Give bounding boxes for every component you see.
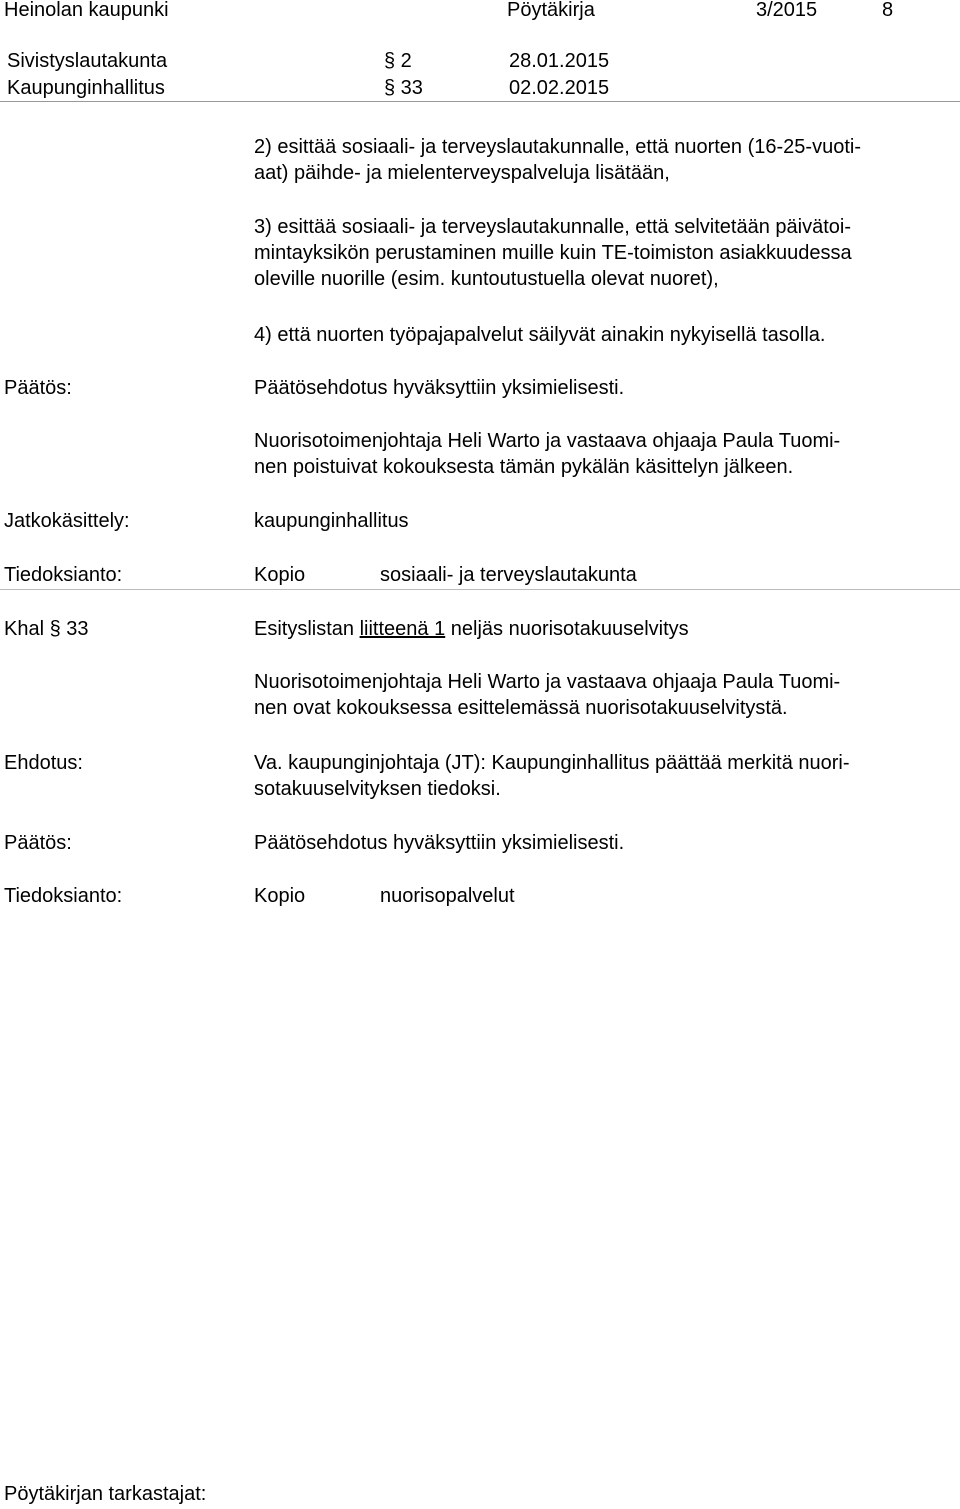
document-type: Pöytäkirja xyxy=(507,0,595,21)
meeting-body-2: Kaupunginhallitus xyxy=(7,77,165,99)
decision-text: Päätösehdotus hyväksyttiin yksimielisesti. xyxy=(254,377,625,399)
notification-label-1: Tiedoksianto: xyxy=(4,564,123,586)
notification-kind-2: Kopio xyxy=(254,885,306,907)
attachment-line xyxy=(254,616,954,642)
item-2: 2) esittää sosiaali- ja terveyslautakunnalle, että nuorten (16-25-vuoti- aat) päihde- ja mielenterveyspalveluja lisätään, xyxy=(254,136,861,184)
note-paragraph-1: Nuorisotoimenjohtaja Heli Warto ja vastaava ohjaaja Paula Tuomi- nen poistuivat kokouksesta tämän pykälän käsittelyn jälkeen. xyxy=(254,430,841,478)
section-number-2: § 33 xyxy=(384,77,423,99)
attachment-text-before: Esityslistan xyxy=(254,618,360,640)
section-number-1: § 2 xyxy=(384,50,412,72)
document-number: 3/2015 xyxy=(756,0,818,21)
item-3: 3) esittää sosiaali- ja terveyslautakunnalle, että selvitetään päivätoi- mintayksikön perustaminen muille kuin TE-toimiston asiakkuudessa oleville nuorille (esim. kuntoutustuella olevat nuoret), xyxy=(254,216,852,290)
notification-recipient-2: nuorisopalvelut xyxy=(380,885,515,907)
notification-kind-1: Kopio xyxy=(254,564,306,586)
khal-section-label: Khal § 33 xyxy=(4,618,89,640)
decision-label-2: Päätös: xyxy=(4,832,72,854)
proposal-text: Va. kaupunginjohtaja (JT): Kaupunginhallitus päättää merkitä nuori- sotakuuselvityksen tiedoksi. xyxy=(254,752,850,800)
page-number: 8 xyxy=(882,0,894,21)
attachment-link[interactable]: liitteenä 1 xyxy=(359,618,446,640)
organization-name: Heinolan kaupunki xyxy=(4,0,169,21)
decision-text-2: Päätösehdotus hyväksyttiin yksimielisesti. xyxy=(254,832,625,854)
decision-label: Päätös: xyxy=(4,377,72,399)
proposal-label: Ehdotus: xyxy=(4,752,83,774)
notification-label-2: Tiedoksianto: xyxy=(4,885,123,907)
meeting-date-1: 28.01.2015 xyxy=(509,50,610,72)
notification-recipient-1: sosiaali- ja terveyslautakunta xyxy=(380,564,637,586)
followup-value: kaupunginhallitus xyxy=(254,510,409,532)
header-divider xyxy=(0,101,960,102)
item-4: 4) että nuorten työpajapalvelut säilyvät ainakin nykyisellä tasolla. xyxy=(254,324,826,346)
attachment-text-after: neljäs nuorisotakuuselvitys xyxy=(445,618,689,640)
meeting-date-2: 02.02.2015 xyxy=(509,77,610,99)
section-divider xyxy=(0,589,960,590)
reviewers-label: Pöytäkirjan tarkastajat: xyxy=(4,1483,207,1505)
note-paragraph-2: Nuorisotoimenjohtaja Heli Warto ja vastaava ohjaaja Paula Tuomi- nen ovat kokouksessa esittelemässä nuorisotakuuselvitystä. xyxy=(254,671,841,719)
followup-label: Jatkokäsittely: xyxy=(4,510,130,532)
meeting-body-1: Sivistyslautakunta xyxy=(7,50,168,72)
